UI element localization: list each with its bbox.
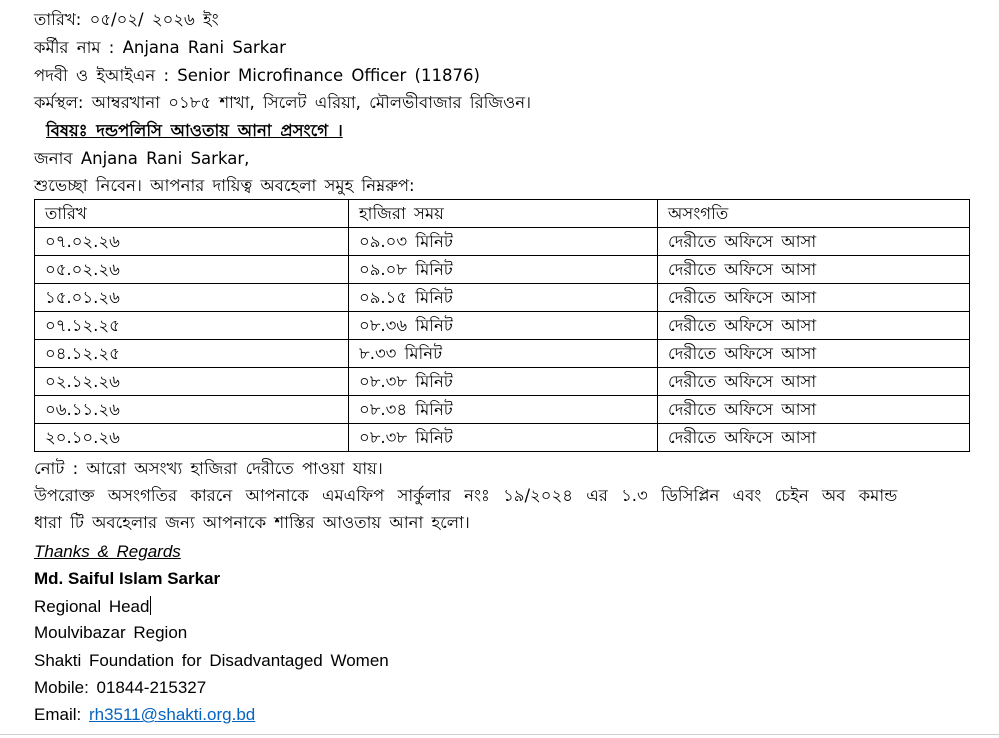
signer-email-line xyxy=(34,705,255,725)
cell-time: ০৮.৩৪ মিনিট xyxy=(349,396,658,424)
cell-issue: দেরীতে অফিসে আসা xyxy=(658,368,970,396)
page-bottom-divider xyxy=(0,734,999,735)
table-row xyxy=(35,312,970,340)
date-line: তারিখ: ০৫/০২/ ২০২৬ ইং xyxy=(34,10,219,29)
table-row xyxy=(35,256,970,284)
cell-issue: দেরীতে অফিসে আসা xyxy=(658,424,970,452)
workplace-line: কর্মস্থল: আম্বরখানা ০১৮৫ শাখা, সিলেট এরিয়া, মৌলভীবাজার রিজিওন। xyxy=(34,93,532,112)
header-time: হাজিরা সময় xyxy=(349,200,658,228)
cell-date: ০৭.০২.২৬ xyxy=(35,228,349,256)
cell-date: ০৬.১১.২৬ xyxy=(35,396,349,424)
cell-time: ০৯.০৩ মিনিট xyxy=(349,228,658,256)
text-cursor xyxy=(150,596,151,615)
salutation: জনাব Anjana Rani Sarkar, xyxy=(34,149,250,168)
cell-date: ০৭.১২.২৫ xyxy=(35,312,349,340)
cell-time: ০৮.৩৮ মিনিট xyxy=(349,368,658,396)
signer-name: Md. Saiful Islam Sarkar xyxy=(34,569,221,588)
signer-region: Moulvibazar Region xyxy=(34,623,188,642)
table-row xyxy=(35,368,970,396)
employee-name-line: কর্মীর নাম : Anjana Rani Sarkar xyxy=(34,38,286,57)
cell-time: ০৯.১৫ মিনিট xyxy=(349,284,658,312)
cell-issue: দেরীতে অফিসে আসা xyxy=(658,256,970,284)
intro-line: শুভেচ্ছা নিবেন। আপনার দায়িত্ব অবহেলা সমুহ নিম্নরুপ: xyxy=(34,176,415,195)
table-header-row xyxy=(35,200,970,228)
table-row xyxy=(35,228,970,256)
paragraph-line-1: উপরোক্ত অসংগতির কারনে আপনাকে এমএফিপ সার্কুলার নংঃ ১৯/২০২৪ এর ১.৩ ডিসিপ্লিন এবং চেইন অব কমান্ড xyxy=(34,486,898,505)
header-date: তারিখ xyxy=(35,200,349,228)
signer-title-text: Regional Head xyxy=(34,597,150,616)
signer-organization: Shakti Foundation for Disadvantaged Women xyxy=(34,651,389,670)
cell-issue: দেরীতে অফিসে আসা xyxy=(658,228,970,256)
table-row xyxy=(35,396,970,424)
cell-time: ০৮.৩৮ মিনিট xyxy=(349,424,658,452)
table-row xyxy=(35,424,970,452)
table-row xyxy=(35,340,970,368)
signer-title[interactable] xyxy=(34,596,151,617)
cell-date: ০৫.০২.২৬ xyxy=(35,256,349,284)
cell-date: ১৫.০১.২৬ xyxy=(35,284,349,312)
cell-time: ০৯.০৮ মিনিট xyxy=(349,256,658,284)
cell-issue: দেরীতে অফিসে আসা xyxy=(658,284,970,312)
email-link[interactable]: rh3511@shakti.org.bd xyxy=(88,705,256,724)
table-row xyxy=(35,284,970,312)
attendance-table xyxy=(34,199,970,452)
designation-line: পদবী ও ইআইএন : Senior Microfinance Officer (11876) xyxy=(34,66,480,85)
cell-time: ৮.৩৩ মিনিট xyxy=(349,340,658,368)
cell-issue: দেরীতে অফিসে আসা xyxy=(658,312,970,340)
note-line: নোট : আরো অসংখ্য হাজিরা দেরীতে পাওয়া যায়। xyxy=(34,459,383,478)
subject-line: বিষয়ঃ দন্ডপলিসি আওতায় আনা প্রসংগে । xyxy=(46,121,343,140)
cell-issue: দেরীতে অফিসে আসা xyxy=(658,340,970,368)
cell-date: ০৪.১২.২৫ xyxy=(35,340,349,368)
cell-date: ২০.১০.২৬ xyxy=(35,424,349,452)
paragraph-line-2: ধারা টি অবহেলার জন্য আপনাকে শাস্তির আওতায় আনা হলো। xyxy=(34,513,470,532)
closing-text: Thanks & Regards xyxy=(34,542,181,561)
cell-time: ০৮.৩৬ মিনিট xyxy=(349,312,658,340)
header-issue: অসংগতি xyxy=(658,200,970,228)
cell-issue: দেরীতে অফিসে আসা xyxy=(658,396,970,424)
cell-date: ০২.১২.২৬ xyxy=(35,368,349,396)
signer-mobile: Mobile: 01844-215327 xyxy=(34,678,207,697)
email-label: Email: xyxy=(34,705,89,724)
